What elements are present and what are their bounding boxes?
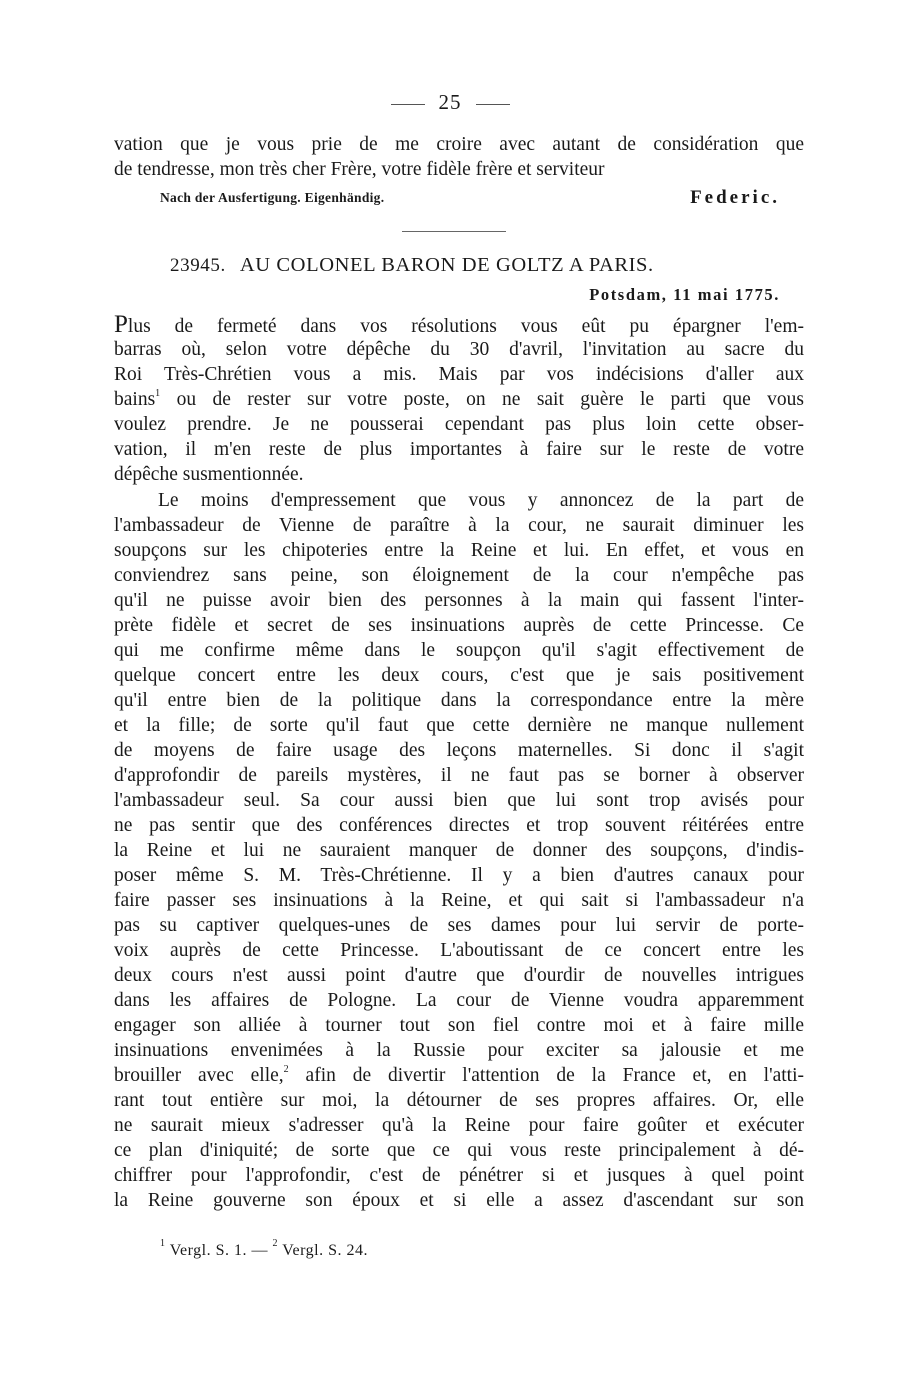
- page-number: [0, 90, 900, 115]
- text-line: l'ambassadeur seul. Sa cour aussi bien que lui sont trop avisés pour: [114, 790, 804, 811]
- letter-title: AU COLONEL BARON DE GOLTZ A PARIS.: [239, 254, 654, 276]
- text-line: pas su captiver quelques-unes de ses dames pour lui servir de porte-: [114, 915, 804, 936]
- text-line: voix auprès de cette Princesse. L'aboutissant de ce concert entre les: [114, 940, 804, 961]
- footnotes: [160, 1238, 368, 1260]
- text-line: Plus de fermeté dans vos résolutions vous eût pu épargner l'em-: [114, 311, 804, 338]
- footnote-mark: 2: [272, 1238, 278, 1249]
- drop-cap: P: [114, 311, 128, 338]
- letter-heading: [170, 254, 654, 277]
- text-line: brouiller avec elle,$^2$ afin de divertir l'attention de la France et, en l'atti-: [114, 1064, 804, 1086]
- text-line: prète fidèle et secret de ses insinuations auprès de cette Princesse. Ce: [114, 615, 804, 636]
- text-line: bains$^1$ ou de rester sur votre poste, on ne sait guère le parti que vous: [114, 388, 804, 410]
- text-line: poser même S. M. Très-Chrétienne. Il y a bien d'autres canaux pour: [114, 865, 804, 886]
- text-line: la Reine et lui ne sauraient manquer de donner des soupçons, d'indis-: [114, 840, 804, 861]
- text-line: dans les affaires de Pologne. La cour de Vienne voudra apparemment: [114, 990, 804, 1011]
- footnote-ref: 1: [155, 388, 161, 399]
- text-line: vation que je vous prie de me croire avec autant de considération que: [114, 134, 804, 155]
- text-line: de moyens de faire usage des leçons maternelles. Si donc il s'agit: [114, 740, 804, 761]
- text-line: l'ambassadeur de Vienne de paraître à la cour, ne saurait diminuer les: [114, 515, 804, 536]
- footnote-text: Vergl. S. 1. —: [165, 1242, 273, 1259]
- text-line: rant tout entière sur moi, la détourner de ses propres affaires. Or, elle: [114, 1090, 804, 1111]
- footnote-text: Vergl. S. 24.: [277, 1242, 368, 1259]
- source-note: Nach der Ausfertigung. Eigenhändig.: [160, 190, 385, 205]
- text-line: deux cours n'est aussi point d'autre que d'ourdir de nouvelles intrigues: [114, 965, 804, 986]
- text-line: insinuations envenimées à la Russie pour exciter sa jalousie et me: [114, 1040, 804, 1061]
- text-line: la Reine gouverne son époux et si elle a assez d'ascendant sur son: [114, 1190, 804, 1211]
- page-number-text: 25: [438, 90, 462, 114]
- text-line: barras où, selon votre dépêche du 30 d'avril, l'invitation au sacre du: [114, 339, 804, 360]
- header-dash-right: [476, 104, 510, 105]
- text-line: qu'il entre bien de la politique dans la correspondance entre la mère: [114, 690, 804, 711]
- text-line: qu'il ne puisse avoir bien des personnes à la main qui fassent l'inter-: [114, 590, 804, 611]
- text-line: soupçons sur les chipoteries entre la Reine et lui. En effet, et vous en: [114, 540, 804, 561]
- letter-number: 23945.: [170, 255, 226, 276]
- text-line: d'approfondir de pareils mystères, il ne faut pas se borner à observer: [114, 765, 804, 786]
- text-line: voulez prendre. Je ne pousserai cependant pas plus loin cette obser-: [114, 414, 804, 435]
- text-line: chiffrer pour l'approfondir, c'est de pénétrer si et jusques à quel point: [114, 1165, 804, 1186]
- text-line: ce plan d'iniquité; de sorte que ce qui vous reste principalement à dé-: [114, 1140, 804, 1161]
- text-line: qui me confirme même dans le soupçon qu'il s'agit effectivement de: [114, 640, 804, 661]
- text-line: de tendresse, mon très cher Frère, votre fidèle frère et serviteur: [114, 159, 605, 180]
- text-line: vation, il m'en reste de plus importantes à faire sur le reste de votre: [114, 439, 804, 460]
- footnote-ref: 2: [283, 1064, 289, 1075]
- text-line: quelque concert entre les deux cours, c'est que je sais positivement: [114, 665, 804, 686]
- text-line: conviendrez sans peine, son éloignement de la cour n'empêche pas: [114, 565, 804, 586]
- section-divider: [402, 231, 506, 232]
- text-line: ne pas sentir que des conférences directes et trop souvent réitérées entre: [114, 815, 804, 836]
- text-line: Le moins d'empressement que vous y annoncez de la part de: [158, 490, 804, 511]
- text-line: et la fille; de sorte qu'il faut que cette dernière ne manque nullement: [114, 715, 804, 736]
- header-dash-left: [391, 104, 425, 105]
- signature: Federic.: [690, 187, 780, 208]
- text-line: Roi Très-Chrétien vous a mis. Mais par vos indécisions d'aller aux: [114, 364, 804, 385]
- place-date: Potsdam, 11 mai 1775.: [589, 285, 780, 304]
- text-line: dépêche susmentionnée.: [114, 464, 304, 485]
- text-line: faire passer ses insinuations à la Reine, et qui sait si l'ambassadeur n'a: [114, 890, 804, 911]
- text-line: ne saurait mieux s'adresser qu'à la Reine pour faire goûter et exécuter: [114, 1115, 804, 1136]
- footnote-mark: 1: [160, 1238, 166, 1249]
- text-line: engager son alliée à tourner tout son fiel contre moi et à faire mille: [114, 1015, 804, 1036]
